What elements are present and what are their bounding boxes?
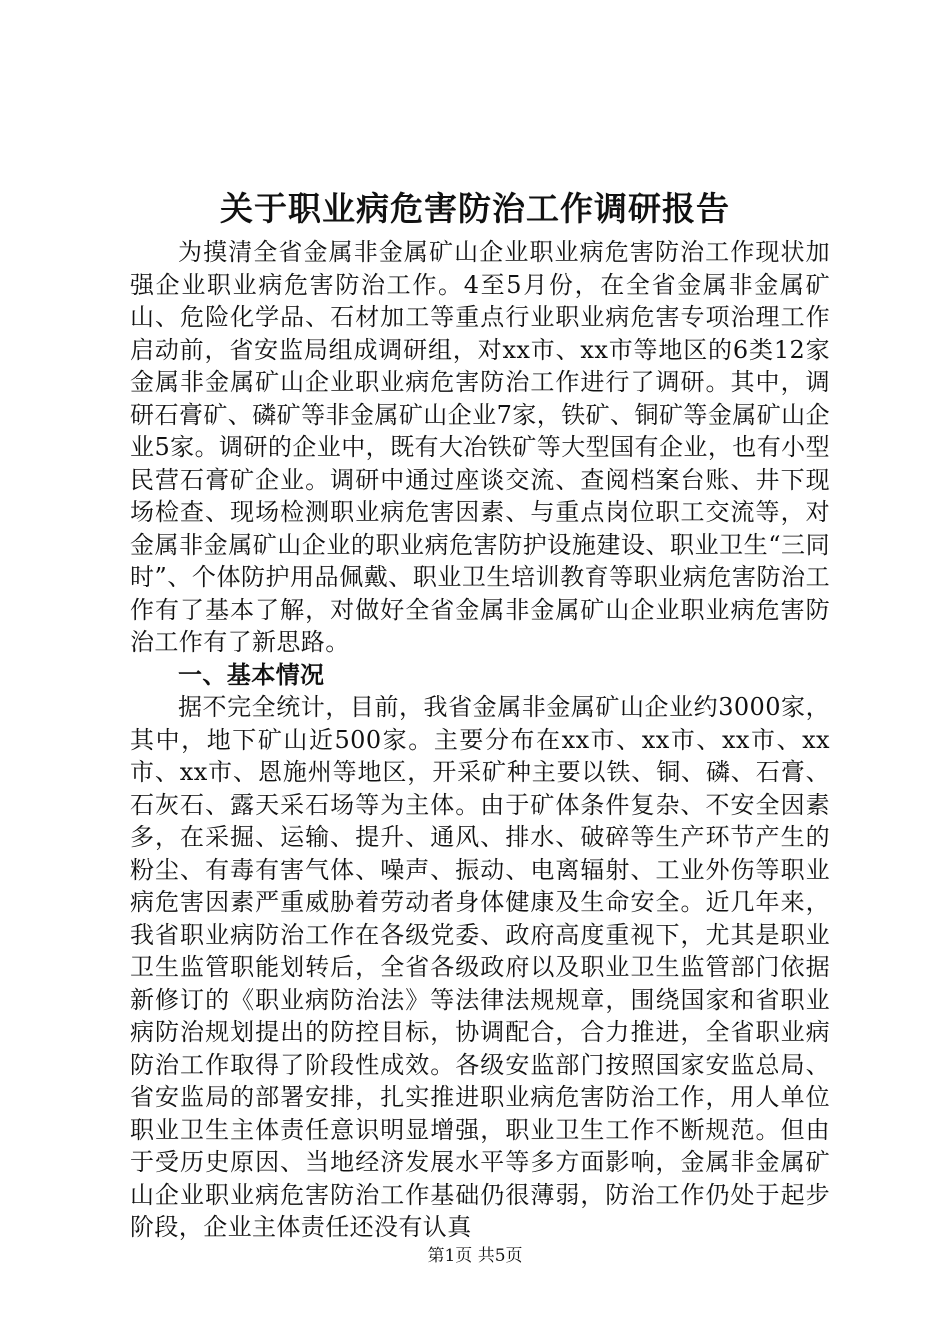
section-heading-basic-situation: 一、基本情况 bbox=[178, 659, 325, 689]
document-title: 关于职业病危害防治工作调研报告 bbox=[220, 189, 730, 228]
document-body bbox=[130, 236, 830, 1244]
paragraph-intro: 为摸清全省金属非金属矿山企业职业病危害防治工作现状加强企业职业病危害防治工作。4至5月份，在全省金属非金属矿山、危险化学品、石材加工等重点行业职业病危害专项治理工作启动前，省安监局组成调研组，对xx市、xx市等地区的6类12家金属非金属矿山企业职业病危害防治工作进行了调研。其中，调研石膏矿、磷矿等非金属矿山企业7家，铁矿、铜矿等金属矿山企业5家。调研的企业中，既有大冶铁矿等大型国有企业，也有小型民营石膏矿企业。调研中通过座谈交流、查阅档案台账、井下现场检查、现场检测职业病危害因素、与重点岗位职工交流等，对金属非金属矿山企业的职业病危害防护设施建设、职业卫生“三同时”、个体防护用品佩戴、职业卫生培训教育等职业病危害防治工作有了基本了解，对做好全省金属非金属矿山企业职业病危害防治工作有了新思路。 bbox=[130, 238, 830, 656]
page-number-footer: 第1页 共5页 bbox=[427, 1246, 523, 1266]
paragraph-basic-situation: 据不完全统计，目前，我省金属非金属矿山企业约3000家，其中，地下矿山近500家。主要分布在xx市、xx市、xx市、xx市、xx市、恩施州等地区，开采矿种主要以铁、铜、磷、石膏、石灰石、露天采石场等为主体。由于矿体条件复杂、不安全因素多，在采掘、运输、提升、通风、排水、破碎等生产环节产生的粉尘、有毒有害气体、噪声、振动、电离辐射、工业外伤等职业病危害因素严重威胁着劳动者身体健康及生命安全。近几年来，我省职业病防治工作在各级党委、政府高度重视下，尤其是职业卫生监管职能划转后，全省各级政府以及职业卫生监管部门依据新修订的《职业病防治法》等法律法规规章，围绕国家和省职业病防治规划提出的防控目标，协调配合，合力推进，全省职业病防治工作取得了阶段性成效。各级安监部门按照国家安监总局、省安监局的部署安排，扎实推进职业病危害防治工作，用人单位职业卫生主体责任意识明显增强，职业卫生工作不断规范。但由于受历史原因、当地经济发展水平等多方面影响，金属非金属矿山企业职业病危害防治工作基础仍很薄弱，防治工作仍处于起步阶段，企业主体责任还没有认真 bbox=[130, 693, 830, 1241]
